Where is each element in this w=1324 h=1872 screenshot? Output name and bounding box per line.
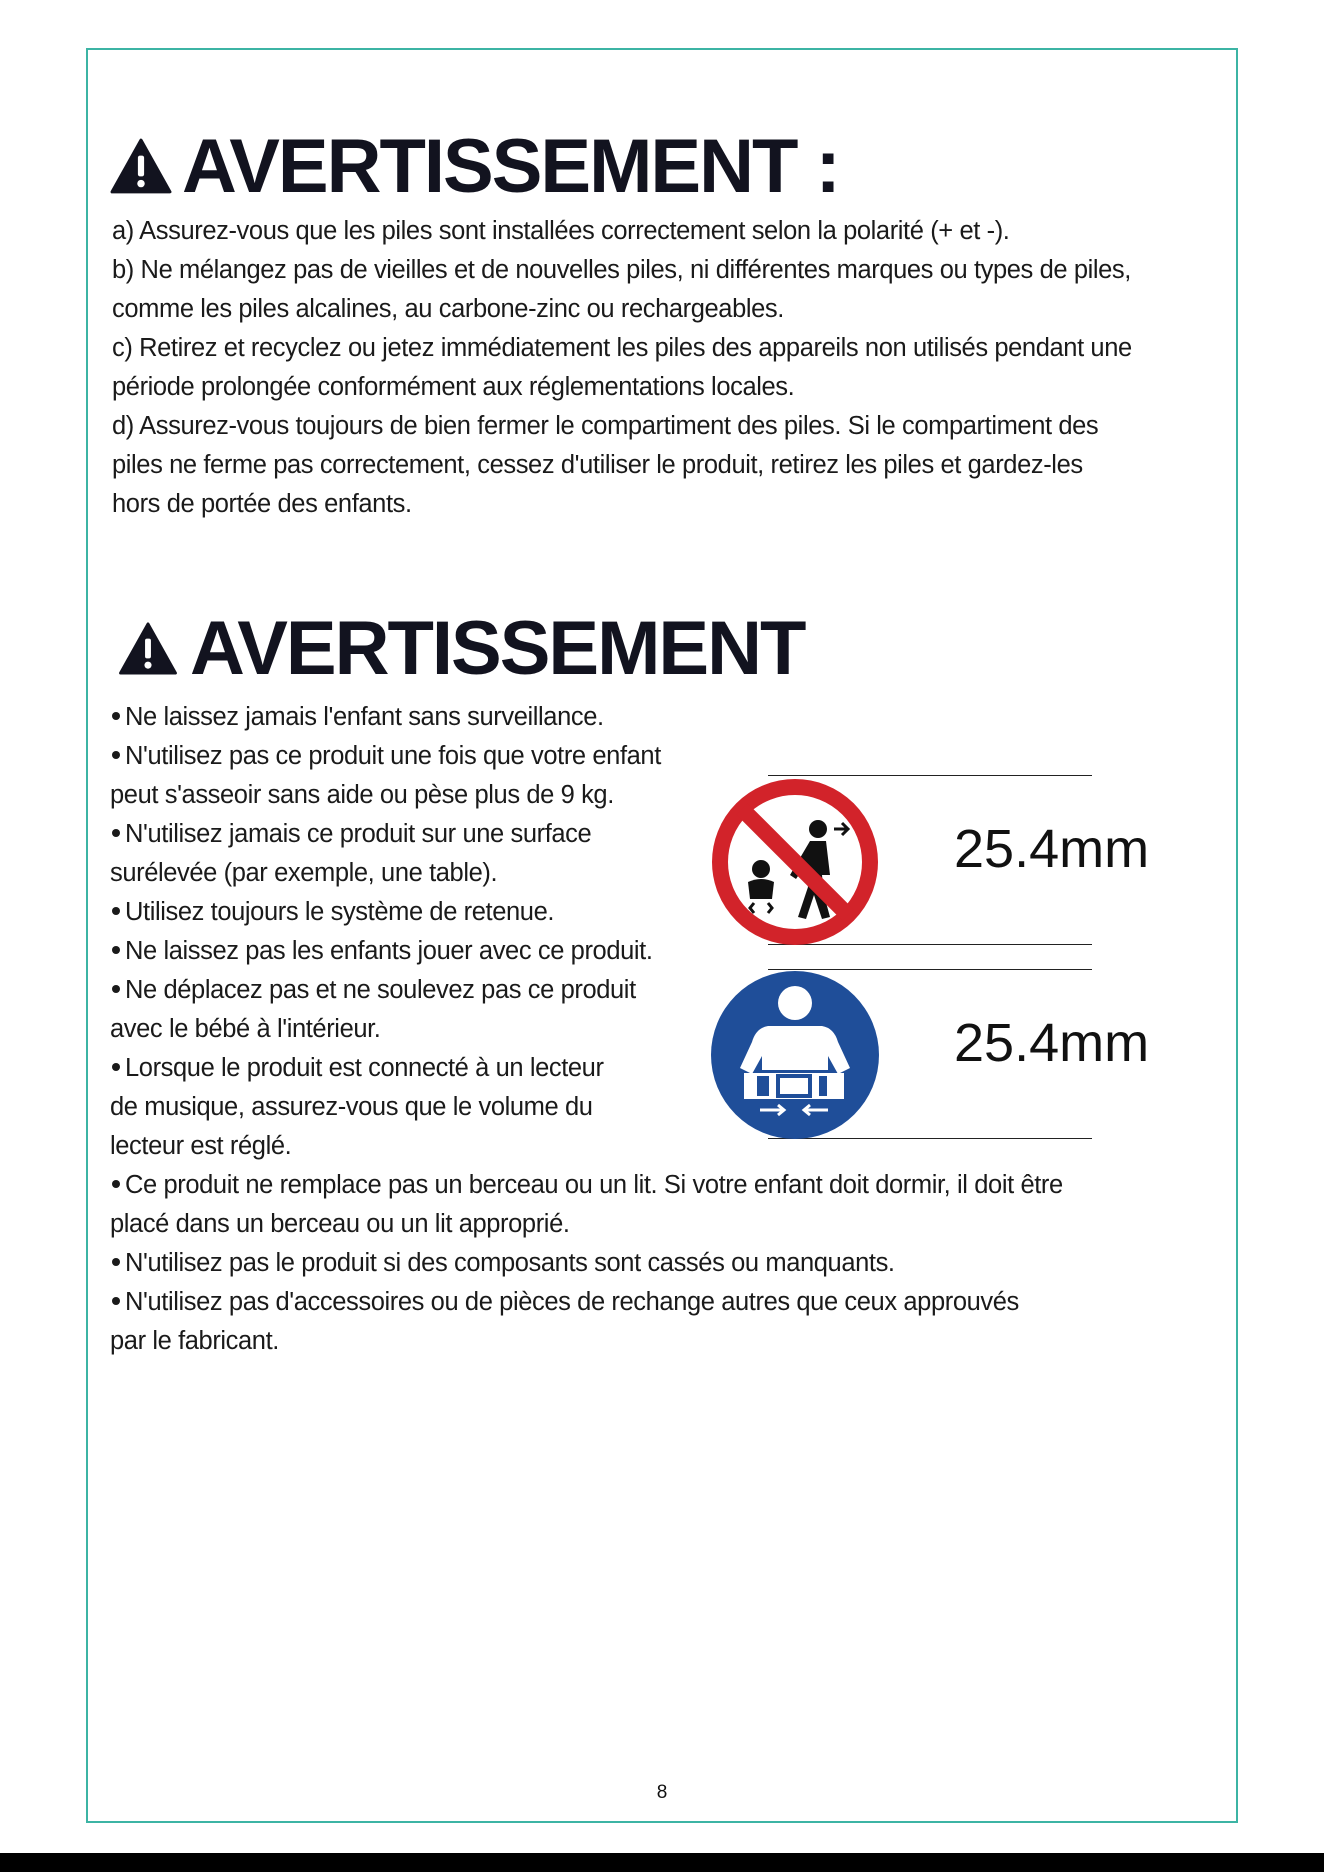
bullet-icon	[112, 1063, 120, 1071]
bullet-icon	[112, 907, 120, 915]
child-warning-title: AVERTISSEMENT	[190, 605, 805, 691]
battery-line: a) Assurez-vous que les piles sont installées correctement selon la polarité (+ et -).	[112, 217, 1010, 245]
page-number: 8	[656, 1782, 668, 1803]
bottom-edge-band	[0, 1853, 1324, 1872]
bullet-icon	[112, 1297, 120, 1305]
warning-triangle-icon	[118, 622, 178, 675]
battery-line: hors de portée des enfants.	[112, 490, 412, 518]
child-warning-list	[110, 698, 730, 1166]
list-item-continuation: peut s'asseoir sans aide ou pèse plus de 9 kg.	[110, 781, 614, 809]
battery-line: piles ne ferme pas correctement, cessez d'utiliser le produit, retirez les piles et gardez-les	[112, 451, 1083, 479]
list-item-continuation: lecteur est réglé.	[110, 1132, 292, 1160]
battery-line: c) Retirez et recyclez ou jetez immédiatement les piles des appareils non utilisés pendant une	[112, 334, 1132, 362]
list-item: Utilisez toujours le système de retenue.	[110, 893, 730, 932]
list-item: Ne laissez jamais l'enfant sans surveillance.	[110, 698, 730, 737]
list-item: Ne déplacez pas et ne soulevez pas ce produit	[110, 971, 730, 1010]
battery-line: période prolongée conformément aux réglementations locales.	[112, 373, 795, 401]
list-item: N'utilisez pas d'accessoires ou de pièces de rechange autres que ceux approuvés	[110, 1283, 1220, 1322]
battery-warning-heading	[110, 123, 839, 209]
battery-line: d) Assurez-vous toujours de bien fermer le compartiment des piles. Si le compartiment des	[112, 412, 1099, 440]
child-warning-list-continued	[110, 1166, 1220, 1361]
bullet-icon	[112, 712, 120, 720]
list-item: N'utilisez jamais ce produit sur une surface	[110, 815, 730, 854]
no-leaving-child-unattended-sign-icon	[710, 777, 880, 947]
battery-line: comme les piles alcalines, au carbone-zinc ou rechargeables.	[112, 295, 784, 323]
bullet-icon	[112, 1258, 120, 1266]
bullet-icon	[112, 829, 120, 837]
warning-triangle-icon	[110, 138, 172, 194]
battery-line: b) Ne mélangez pas de vieilles et de nouvelles piles, ni différentes marques ou types de piles,	[112, 256, 1131, 284]
dimension-line	[768, 775, 1092, 776]
list-item: Lorsque le produit est connecté à un lecteur	[110, 1049, 730, 1088]
bullet-icon	[112, 1180, 120, 1188]
list-item-continuation: par le fabricant.	[110, 1327, 279, 1355]
bullet-icon	[112, 946, 120, 954]
list-item-continuation: placé dans un berceau ou un lit approprié.	[110, 1210, 570, 1238]
list-item-continuation: surélevée (par exemple, une table).	[110, 859, 498, 887]
list-item-continuation: avec le bébé à l'intérieur.	[110, 1015, 381, 1043]
list-item: Ce produit ne remplace pas un berceau ou un lit. Si votre enfant doit dormir, il doit être	[110, 1166, 1220, 1205]
sign-size-label: 25.4mm	[954, 819, 1150, 879]
sign-size-label: 25.4mm	[954, 1013, 1150, 1073]
list-item: N'utilisez pas le produit si des composants sont cassés ou manquants.	[110, 1244, 1220, 1283]
use-restraint-system-sign-icon	[710, 970, 880, 1140]
battery-warning-title: AVERTISSEMENT :	[182, 123, 839, 209]
list-item: Ne laissez pas les enfants jouer avec ce produit.	[110, 932, 730, 971]
battery-warning-text	[112, 212, 1232, 524]
list-item-continuation: de musique, assurez-vous que le volume du	[110, 1093, 593, 1121]
list-item: N'utilisez pas ce produit une fois que votre enfant	[110, 737, 730, 776]
bullet-icon	[112, 751, 120, 759]
child-warning-heading	[118, 605, 805, 691]
bullet-icon	[112, 985, 120, 993]
